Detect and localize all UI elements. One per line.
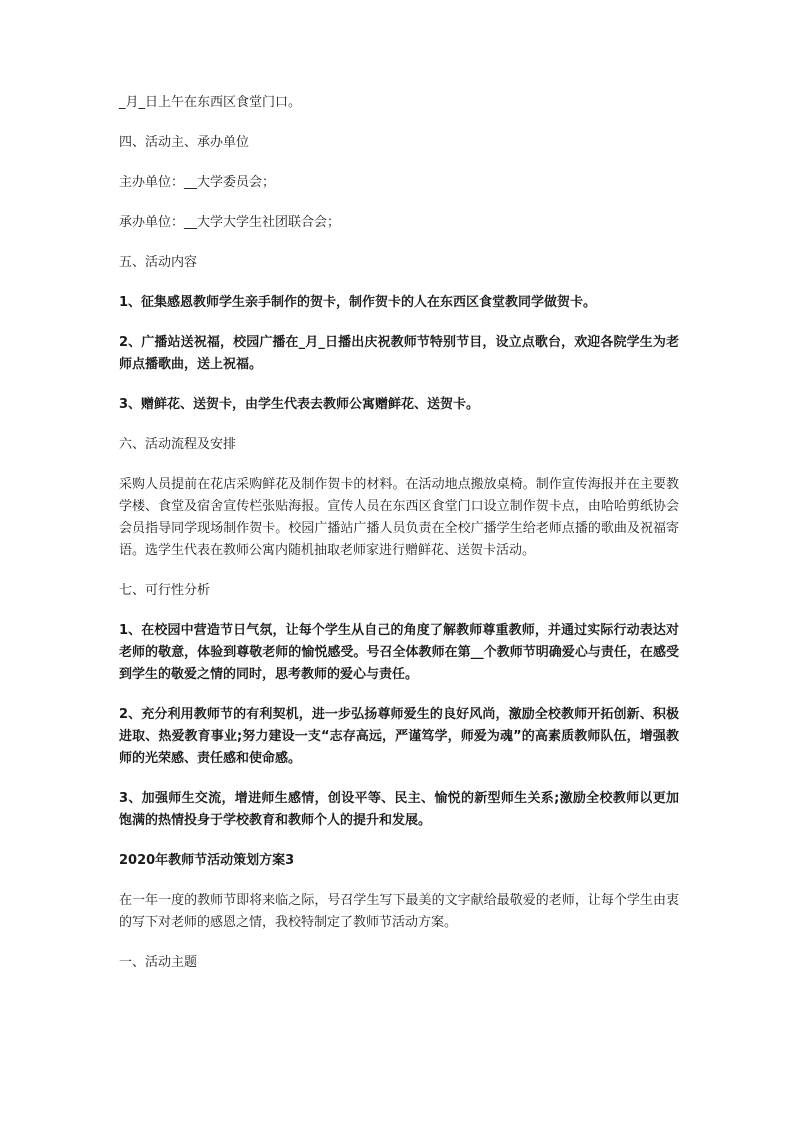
paragraph-process: 采购人员提前在花店采购鲜花及制作贺卡的材料。在活动地点搬放桌椅。制作宣传海报并在主要教学楼、食堂及宿舍宣传栏张贴海报。宣传人员在东西区食堂门口设立制作贺卡点，由哈哈剪纸协会会员指导同学现场制作贺卡。校园广播站广播人员负责在全校广播学生给老师点播的歌曲及祝福寄语。选学生代表在教师公寓内随机抽取老师家进行赠鲜花、送贺卡活动。: [119, 477, 679, 558]
heading-activity-content: 五、活动内容: [119, 255, 198, 270]
section-title-plan-3: 2020年教师节活动策划方案3: [119, 853, 295, 868]
paragraph-date-location: _月_日上午在东西区食堂门口。: [119, 95, 302, 110]
paragraph-feasibility-3: 3、加强师生交流，增进师生感情，创设平等、民主、愉悦的新型师生关系;激励全校教师以更加饱满的热情投身于学校教育和教师个人的提升和发展。: [119, 791, 679, 828]
heading-feasibility: 七、可行性分析: [119, 583, 211, 598]
paragraph-content-1: 1、征集感恩教师学生亲手制作的贺卡，制作贺卡的人在东西区食堂教同学做贺卡。: [119, 295, 597, 310]
paragraph-feasibility-2: 2、充分利用教师节的有利契机，进一步弘扬尊师爱生的良好风尚，激励全校教师开拓创新、积极进取、热爱教育事业;努力建设一支“志存高远，严谨笃学，师爱为魂”的高素质教师队伍，增强教师的光荣感、责任感和使命感。: [119, 707, 679, 766]
paragraph-plan-3-intro: 在一年一度的教师节即将来临之际，号召学生写下最美的文字献给最敬爱的老师，让每个学生由衷的写下对老师的感恩之情，我校特制定了教师节活动方案。: [119, 893, 679, 930]
paragraph-co-host: 承办单位：__大学大学生社团联合会；: [119, 215, 341, 230]
heading-activity-theme: 一、活动主题: [119, 955, 198, 970]
paragraph-content-2: 2、广播站送祝福，校园广播在_月_日播出庆祝教师节特别节目，设立点歌台，欢迎各院学生为老师点播歌曲，送上祝福。: [119, 335, 679, 372]
document-page: [119, 92, 679, 974]
heading-organizers: 四、活动主、承办单位: [119, 135, 250, 150]
paragraph-host: 主办单位：__大学委员会；: [119, 175, 276, 190]
paragraph-content-3: 3、赠鲜花、送贺卡，由学生代表去教师公寓赠鲜花、送贺卡。: [119, 397, 480, 412]
heading-process: 六、活动流程及安排: [119, 437, 237, 452]
paragraph-feasibility-1: 1、在校园中营造节日气氛，让每个学生从自己的角度了解教师尊重教师，并通过实际行动表达对老师的敬意，体验到尊敬老师的愉悦感受。号召全体教师在第__个教师节明确爱心与责任，在感受到学生的敬爱之情的同时，思考教师的爱心与责任。: [119, 623, 679, 682]
